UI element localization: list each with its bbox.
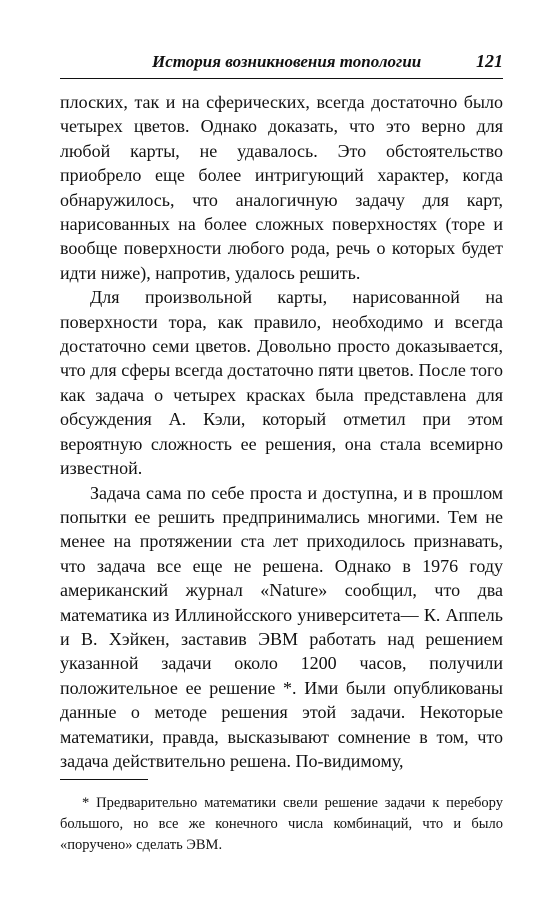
running-title: История возникновения топологии bbox=[152, 52, 422, 71]
body-text bbox=[60, 90, 503, 773]
paragraph-1: плоских, так и на сферических, всегда достаточно было четырех цветов. Однако доказать, что это верно для любой карты, не удавалось. Это обстоятельство приобрело еще более интригующий характер, когда обнаружилось, что аналогичную задачу для карт, нарисованных на более сложных поверхностях (торе и вообще поверхности любого рода, речь о которых будет идти ниже), напротив, удалось решить. bbox=[60, 92, 503, 283]
footnote: * Предварительно математики свели решение задачи к перебору большого, но все же конечного числа комбинаций, что и было «поручено» сделать ЭВМ. bbox=[60, 795, 503, 853]
paragraph-3: Задача сама по себе проста и доступна, и в прошлом попытки ее решить предпринимались многими. Тем не менее на протяжении ста лет приходилось признавать, что задача все еще не решена. Однако в 1976 году американский журнал «Nature» сообщил, что два математика из Иллинойсского университета— К. Аппель и В. Хэйкен, заставив ЭВМ работать над решением указанной задачи около 1200 часов, получили положительное ее решение *. Ими были опубликованы данные о методе решения этой задачи. Некоторые математики, правда, высказывают сомнение в том, что задача действительно решена. По-видимому, bbox=[60, 482, 503, 771]
page-header bbox=[60, 44, 503, 79]
page-number: 121 bbox=[476, 51, 503, 71]
paragraph-2: Для произвольной карты, нарисованной на поверхности тора, как правило, необходимо и всегда достаточно семи цветов. Довольно просто доказывается, что для сферы всегда достаточно пяти цветов. После того как задача о четырех красках была представлена для обсуждения А. Кэли, который отметил при этом вероятную сложность ее решения, она стала всемирно известной. bbox=[60, 287, 503, 479]
footnote-separator bbox=[60, 779, 148, 780]
